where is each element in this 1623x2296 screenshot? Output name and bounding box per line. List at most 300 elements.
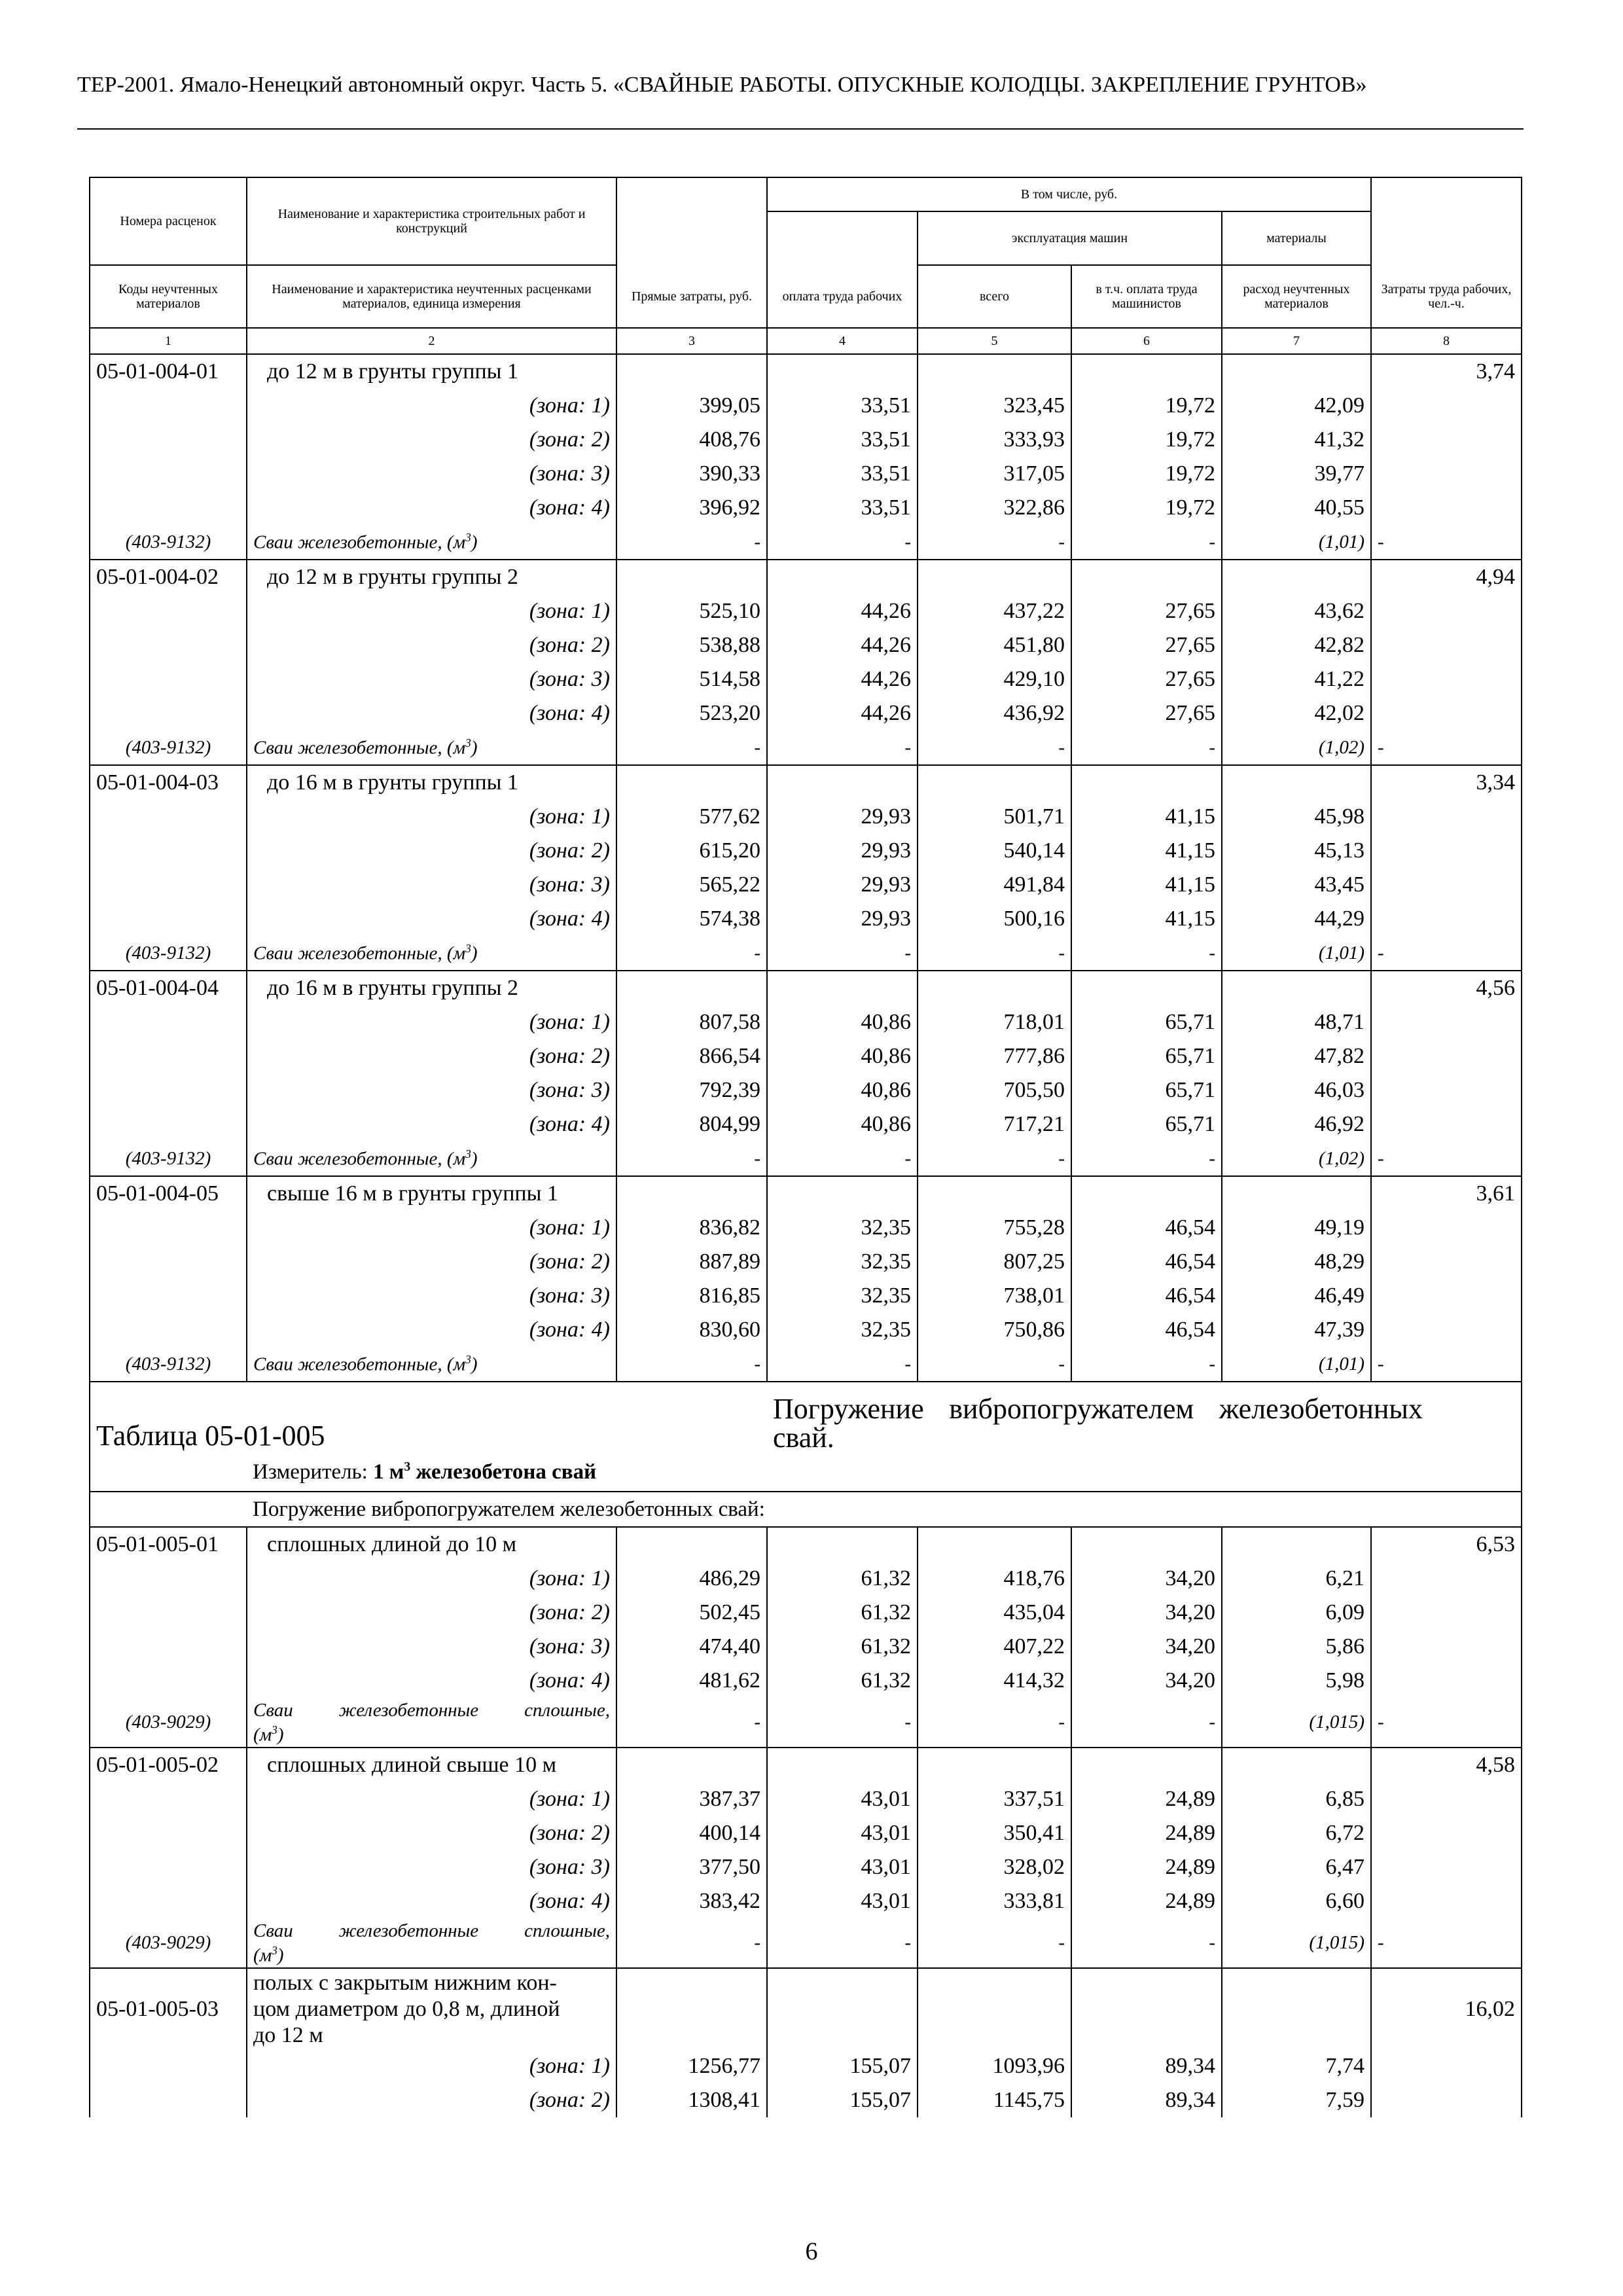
material-unit-sup: 3 [465, 530, 471, 544]
empty-cell [616, 765, 767, 800]
col-name-header: Наименование и характеристика строительных работ и конструкций [247, 177, 616, 265]
zone-close: ) [602, 1215, 610, 1240]
empty-cell [616, 971, 767, 1005]
table-title-word: железобетонных [1219, 1393, 1423, 1425]
machinists-wages: 65,71 [1071, 1039, 1222, 1073]
empty-cell [90, 594, 247, 628]
zone-prefix: (зона: [529, 2088, 586, 2112]
empty-cell [90, 1211, 247, 1245]
rate-name: до 16 м в грунты группы 1 [247, 765, 616, 800]
zone-number: 1 [591, 1566, 603, 1590]
machinists-wages: 19,72 [1071, 491, 1222, 525]
col-materials-header: материалы [1222, 211, 1371, 265]
material-factor: (1,02) [1222, 730, 1371, 765]
material-factor: (1,01) [1222, 1347, 1371, 1382]
direct-cost: 408,76 [616, 423, 767, 457]
material-name-text: Сваи железобетонные, (м [253, 942, 466, 964]
rate-code: 05-01-005-03 [90, 1968, 247, 2049]
col-machinists-header: в т.ч. оплата труда машинистов [1071, 265, 1222, 328]
zone-number: 1 [591, 2054, 603, 2078]
empty-cell [1371, 800, 1522, 834]
zone-number: 3 [591, 461, 603, 486]
zone-close: ) [602, 1600, 610, 1624]
materials: 42,02 [1222, 696, 1371, 730]
empty-cell [1371, 1884, 1522, 1918]
rate-title-row [90, 1968, 1522, 2049]
empty-cell [616, 354, 767, 389]
col-incl-header: В том числе, руб. [767, 177, 1371, 211]
rate-name-line: полых с закрытым нижним кон- [253, 1970, 557, 1995]
empty-cell [1222, 1527, 1371, 1562]
dash-cell: - [1371, 525, 1522, 560]
zone-prefix: (зона: [529, 1215, 586, 1240]
machines-total: 414,32 [918, 1664, 1071, 1698]
machinists-wages: 34,20 [1071, 1664, 1222, 1698]
rate-labor: 3,74 [1371, 354, 1522, 389]
zone-row [90, 628, 1522, 662]
table-title-word: вибропогружателем [949, 1393, 1194, 1425]
machines-total: 501,71 [918, 800, 1071, 834]
rate-code: 05-01-004-02 [90, 560, 247, 594]
zone-label [247, 1245, 616, 1279]
zone-row [90, 594, 1522, 628]
empty-cell [918, 1527, 1071, 1562]
empty-cell [616, 1748, 767, 1782]
empty-cell [918, 971, 1071, 1005]
dash-cell: - [616, 1918, 767, 1968]
direct-cost: 1308,41 [616, 2083, 767, 2117]
direct-cost: 816,85 [616, 1279, 767, 1313]
zone-close: ) [602, 1634, 610, 1659]
materials: 48,71 [1222, 1005, 1371, 1039]
dash-cell: - [616, 525, 767, 560]
empty-cell [1371, 594, 1522, 628]
machinists-wages: 24,89 [1071, 1850, 1222, 1884]
empty-cell [1371, 2049, 1522, 2083]
zone-row [90, 868, 1522, 902]
dash-cell: - [918, 1141, 1071, 1176]
direct-cost: 577,62 [616, 800, 767, 834]
zone-number: 4 [591, 1318, 603, 1342]
material-unit-close: ) [471, 737, 478, 759]
zone-close: ) [602, 393, 610, 418]
table-label: Таблица 05-01-005 [90, 1382, 767, 1452]
machines-total: 755,28 [918, 1211, 1071, 1245]
zone-prefix: (зона: [529, 393, 586, 418]
wages: 155,07 [767, 2083, 918, 2117]
direct-cost: 615,20 [616, 834, 767, 868]
col-number: 2 [247, 328, 616, 354]
machinists-wages: 27,65 [1071, 628, 1222, 662]
rate-name: свыше 16 м в грунты группы 1 [247, 1176, 616, 1211]
zone-prefix: (зона: [529, 1249, 586, 1274]
zone-label [247, 1005, 616, 1039]
wages: 32,35 [767, 1245, 918, 1279]
empty-cell [1222, 765, 1371, 800]
empty-cell [918, 1968, 1071, 2049]
dash-cell: - [767, 1347, 918, 1382]
material-name-text: Сваи железобетонные, (м [253, 1354, 466, 1375]
zone-row [90, 1107, 1522, 1141]
zone-number: 1 [591, 804, 603, 829]
zone-row [90, 1562, 1522, 1596]
material-name [247, 1347, 616, 1382]
machines-total: 718,01 [918, 1005, 1071, 1039]
machinists-wages: 34,20 [1071, 1562, 1222, 1596]
machinists-wages: 46,54 [1071, 1313, 1222, 1347]
material-unit-sup: 3 [465, 1352, 471, 1366]
materials: 44,29 [1222, 902, 1371, 936]
rate-title-row [90, 354, 1522, 389]
direct-cost: 836,82 [616, 1211, 767, 1245]
machines-total: 323,45 [918, 389, 1071, 423]
machines-total: 738,01 [918, 1279, 1071, 1313]
empty-cell [918, 1748, 1071, 1782]
material-name-word: железобетонные [338, 1699, 479, 1721]
zone-label [247, 1073, 616, 1107]
zone-number: 2 [591, 1249, 603, 1274]
empty-cell [1222, 1176, 1371, 1211]
empty-cell [1071, 1748, 1222, 1782]
rate-labor: 4,94 [1371, 560, 1522, 594]
machinists-wages: 34,20 [1071, 1596, 1222, 1630]
material-code: (403-9132) [90, 936, 247, 971]
empty-cell [90, 1664, 247, 1698]
rate-title-row [90, 1527, 1522, 1562]
empty-cell [616, 1968, 767, 2049]
empty-cell [1371, 1596, 1522, 1630]
empty-cell [90, 800, 247, 834]
materials: 7,74 [1222, 2049, 1371, 2083]
direct-cost: 486,29 [616, 1562, 767, 1596]
rate-code: 05-01-004-03 [90, 765, 247, 800]
zone-row [90, 1596, 1522, 1630]
materials: 48,29 [1222, 1245, 1371, 1279]
wages: 43,01 [767, 1816, 918, 1850]
material-name-text: Сваи железобетонные, (м [253, 1148, 466, 1170]
zone-number: 3 [591, 1078, 603, 1102]
machinists-wages: 27,65 [1071, 696, 1222, 730]
measure-sup: 3 [404, 1459, 411, 1474]
empty-cell [918, 1176, 1071, 1211]
dash-cell: - [616, 1347, 767, 1382]
direct-cost: 481,62 [616, 1664, 767, 1698]
material-name-text: Сваи железобетонные, (м [253, 737, 466, 759]
zone-prefix: (зона: [529, 872, 586, 897]
zone-label [247, 1782, 616, 1816]
empty-cell [90, 1630, 247, 1664]
material-unit-sup: 3 [465, 736, 471, 749]
direct-cost: 866,54 [616, 1039, 767, 1073]
wages: 32,35 [767, 1211, 918, 1245]
empty-cell [1371, 389, 1522, 423]
zone-close: ) [602, 1566, 610, 1590]
empty-cell [90, 457, 247, 491]
zone-number: 1 [591, 1787, 603, 1811]
dash-cell: - [1371, 936, 1522, 971]
zone-label [247, 491, 616, 525]
empty-cell [767, 971, 918, 1005]
direct-cost: 830,60 [616, 1313, 767, 1347]
zone-label [247, 1279, 616, 1313]
zone-close: ) [602, 838, 610, 863]
empty-cell [90, 662, 247, 696]
machinists-wages: 24,89 [1071, 1816, 1222, 1850]
wages: 40,86 [767, 1005, 918, 1039]
empty-cell [1371, 1313, 1522, 1347]
machinists-wages: 41,15 [1071, 902, 1222, 936]
zone-number: 2 [591, 1821, 603, 1845]
material-row [90, 730, 1522, 765]
empty-cell [90, 1562, 247, 1596]
direct-cost: 474,40 [616, 1630, 767, 1664]
rate-title-row [90, 1176, 1522, 1211]
wages: 33,51 [767, 423, 918, 457]
zone-label [247, 800, 616, 834]
col-number: 6 [1071, 328, 1222, 354]
material-row [90, 1347, 1522, 1382]
direct-cost: 525,10 [616, 594, 767, 628]
empty-cell [767, 354, 918, 389]
materials: 45,13 [1222, 834, 1371, 868]
zone-prefix: (зона: [529, 838, 586, 863]
direct-cost: 1256,77 [616, 2049, 767, 2083]
col-number: 3 [616, 328, 767, 354]
empty-cell [90, 1884, 247, 1918]
material-name-unit [253, 1720, 610, 1745]
materials: 6,85 [1222, 1782, 1371, 1816]
empty-cell [1371, 834, 1522, 868]
zone-prefix: (зона: [529, 1821, 586, 1845]
zone-prefix: (зона: [529, 2054, 586, 2078]
dash-cell: - [1071, 1918, 1222, 1968]
zone-close: ) [602, 633, 610, 657]
rate-title-row [90, 971, 1522, 1005]
zone-row [90, 662, 1522, 696]
material-code: (403-9132) [90, 730, 247, 765]
zone-prefix: (зона: [529, 1855, 586, 1879]
zone-row [90, 1039, 1522, 1073]
col-code-header: Номера расценок [90, 177, 247, 265]
zone-row [90, 1884, 1522, 1918]
wages: 43,01 [767, 1782, 918, 1816]
material-unit-sup: 3 [272, 1723, 277, 1736]
zone-label [247, 594, 616, 628]
zone-number: 4 [591, 906, 603, 931]
dash-cell: - [767, 1698, 918, 1748]
empty-cell [767, 560, 918, 594]
dash-cell: - [918, 730, 1071, 765]
zone-label [247, 902, 616, 936]
empty-cell [1222, 971, 1371, 1005]
empty-cell [767, 1527, 918, 1562]
zone-row [90, 2083, 1522, 2117]
materials: 43,45 [1222, 868, 1371, 902]
zone-row [90, 1245, 1522, 1279]
empty-cell [1371, 662, 1522, 696]
wages: 61,32 [767, 1596, 918, 1630]
machines-total: 317,05 [918, 457, 1071, 491]
material-unit-close: ) [471, 531, 478, 553]
materials: 40,55 [1222, 491, 1371, 525]
material-factor: (1,02) [1222, 1141, 1371, 1176]
machines-total: 807,25 [918, 1245, 1071, 1279]
empty-cell [767, 765, 918, 800]
zone-close: ) [602, 1283, 610, 1308]
wages: 33,51 [767, 457, 918, 491]
zone-close: ) [602, 2054, 610, 2078]
machines-total: 500,16 [918, 902, 1071, 936]
zone-prefix: (зона: [529, 461, 586, 486]
zone-row [90, 1630, 1522, 1664]
section-spacer [90, 1492, 247, 1527]
zone-label [247, 389, 616, 423]
col-number: 1 [90, 328, 247, 354]
zone-number: 1 [591, 1215, 603, 1240]
empty-cell [1371, 423, 1522, 457]
table-body-005 [90, 1527, 1522, 2117]
zone-label [247, 1850, 616, 1884]
machines-total: 717,21 [918, 1107, 1071, 1141]
zone-prefix: (зона: [529, 1566, 586, 1590]
zone-number: 3 [591, 1855, 603, 1879]
zone-row [90, 834, 1522, 868]
material-unit-close: ) [471, 1148, 478, 1170]
empty-cell [1071, 354, 1222, 389]
empty-cell [90, 389, 247, 423]
zone-close: ) [602, 804, 610, 829]
machines-total: 1093,96 [918, 2049, 1071, 2083]
empty-cell [1071, 1968, 1222, 2049]
zone-label [247, 868, 616, 902]
materials: 49,19 [1222, 1211, 1371, 1245]
empty-cell [90, 696, 247, 730]
zone-number: 4 [591, 701, 603, 725]
rate-code: 05-01-005-02 [90, 1748, 247, 1782]
dash-cell: - [616, 730, 767, 765]
materials: 43,62 [1222, 594, 1371, 628]
dash-cell: - [1071, 936, 1222, 971]
empty-cell [1371, 868, 1522, 902]
zone-row [90, 457, 1522, 491]
col-machines-total-header: всего [918, 265, 1071, 328]
zone-number: 4 [591, 495, 603, 520]
machinists-wages: 41,15 [1071, 800, 1222, 834]
zone-number: 2 [591, 1600, 603, 1624]
zone-prefix: (зона: [529, 1044, 586, 1068]
zone-row [90, 902, 1522, 936]
machines-total: 451,80 [918, 628, 1071, 662]
rate-labor: 6,53 [1371, 1527, 1522, 1562]
rate-code: 05-01-004-05 [90, 1176, 247, 1211]
wages: 32,35 [767, 1313, 918, 1347]
zone-number: 4 [591, 1889, 603, 1913]
empty-cell [1371, 1562, 1522, 1596]
direct-cost: 523,20 [616, 696, 767, 730]
zone-close: ) [602, 495, 610, 520]
zone-prefix: (зона: [529, 1889, 586, 1913]
zone-prefix: (зона: [529, 599, 586, 623]
wages: 44,26 [767, 628, 918, 662]
dash-cell: - [918, 525, 1071, 560]
material-unit-close: ) [471, 942, 478, 964]
machines-total: 350,41 [918, 1816, 1071, 1850]
table-title-last: свай. [773, 1422, 834, 1452]
direct-cost: 565,22 [616, 868, 767, 902]
rate-labor: 3,34 [1371, 765, 1522, 800]
material-unit-close: ) [471, 1354, 478, 1375]
zone-label [247, 1630, 616, 1664]
machines-total: 436,92 [918, 696, 1071, 730]
dash-cell: - [1071, 1698, 1222, 1748]
materials: 6,72 [1222, 1816, 1371, 1850]
empty-cell [767, 1176, 918, 1211]
zone-close: ) [602, 1889, 610, 1913]
materials: 41,22 [1222, 662, 1371, 696]
zone-close: ) [602, 1787, 610, 1811]
empty-cell [1371, 902, 1522, 936]
empty-cell [616, 1527, 767, 1562]
machines-total: 337,51 [918, 1782, 1071, 1816]
direct-cost: 792,39 [616, 1073, 767, 1107]
machines-total: 777,86 [918, 1039, 1071, 1073]
zone-prefix: (зона: [529, 633, 586, 657]
zone-row [90, 1005, 1522, 1039]
zone-number: 2 [591, 1044, 603, 1068]
materials: 42,82 [1222, 628, 1371, 662]
machinists-wages: 19,72 [1071, 457, 1222, 491]
empty-cell [767, 1748, 918, 1782]
dash-cell: - [616, 1698, 767, 1748]
material-name-word: сплошные, [524, 1920, 610, 1941]
empty-cell [90, 1279, 247, 1313]
zone-row [90, 800, 1522, 834]
empty-cell [918, 354, 1071, 389]
wages: 43,01 [767, 1884, 918, 1918]
zone-close: ) [602, 1078, 610, 1102]
materials: 41,32 [1222, 423, 1371, 457]
zone-prefix: (зона: [529, 1078, 586, 1102]
zone-row [90, 423, 1522, 457]
material-name-line [253, 1921, 610, 1941]
col-wages-header: оплата труда рабочих [767, 265, 918, 328]
materials: 42,09 [1222, 389, 1371, 423]
machinists-wages: 46,54 [1071, 1279, 1222, 1313]
table-body-004 [90, 354, 1522, 1382]
zone-prefix: (зона: [529, 1010, 586, 1034]
rate-code: 05-01-004-04 [90, 971, 247, 1005]
zone-prefix: (зона: [529, 701, 586, 725]
zone-number: 1 [591, 599, 603, 623]
material-name [247, 1918, 616, 1968]
machines-total: 1145,75 [918, 2083, 1071, 2117]
material-row [90, 1918, 1522, 1968]
zone-close: ) [602, 1044, 610, 1068]
rate-labor: 16,02 [1371, 1968, 1522, 2049]
material-unit-sup: 3 [465, 1147, 471, 1160]
zone-prefix: (зона: [529, 804, 586, 829]
direct-cost: 502,45 [616, 1596, 767, 1630]
empty-cell [1222, 1748, 1371, 1782]
machinists-wages: 65,71 [1071, 1107, 1222, 1141]
zone-close: ) [602, 1668, 610, 1693]
direct-cost: 383,42 [616, 1884, 767, 1918]
wages: 29,93 [767, 902, 918, 936]
zone-close: ) [602, 427, 610, 452]
wages: 40,86 [767, 1107, 918, 1141]
material-factor: (1,01) [1222, 936, 1371, 971]
direct-cost: 514,58 [616, 662, 767, 696]
